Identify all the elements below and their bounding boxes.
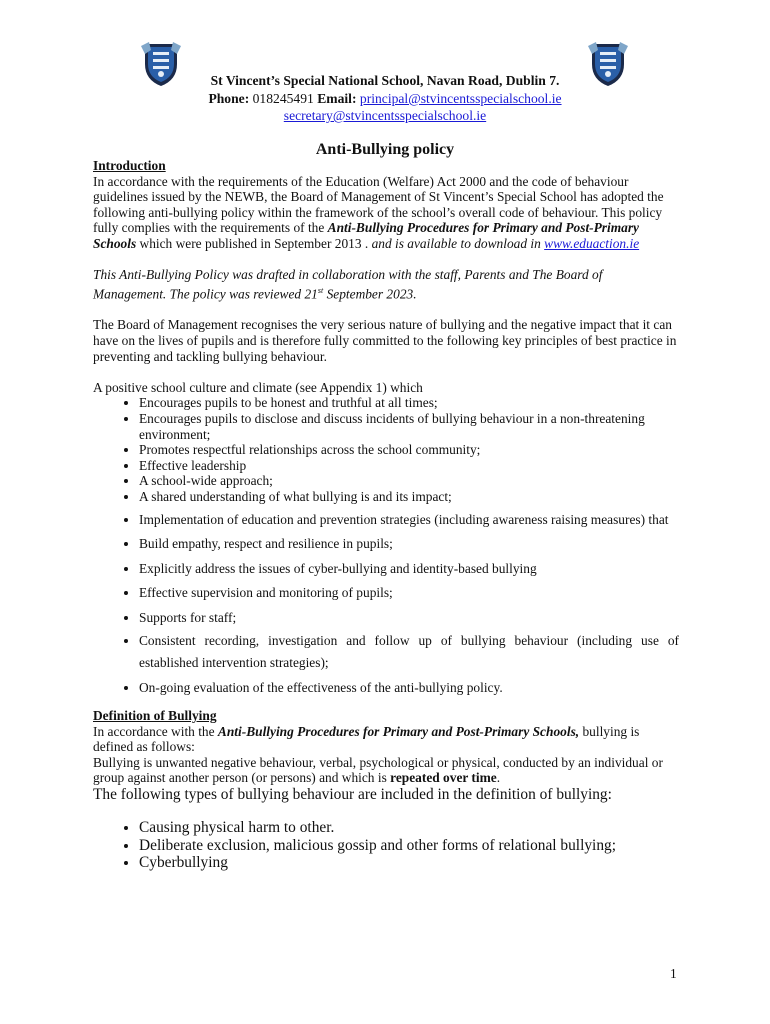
list-item: • Implementation of education and prevention strategies (including awareness raising measures) that — [139, 509, 679, 531]
list-item: • A shared understanding of what bullying is and its impact; — [139, 489, 679, 505]
phone-number: 018245491 — [252, 90, 314, 106]
intro-text-1: In accordance with the requirements of the Education (Welfare) Act 2000 and the code of behaviour guidelines issued by the NEWB, the Board of Management of St Vincent’s Special School has adopted the following anti-bullying policy within the framework of the school’s overall code of behaviour. This policy fully complies with the requirements of the — [93, 173, 664, 236]
intro-procedures-title: Anti-Bullying Procedures for Primary and Post-Primary Schools — [93, 220, 640, 251]
list-item: • Encourages pupils to disclose and discuss incidents of bullying behaviour in a non-threatening environment; — [139, 411, 679, 442]
drafted-sup: st — [317, 285, 324, 295]
definition-emphasis: repeated over time — [390, 770, 497, 786]
intro-download-text: and is available to download in — [371, 235, 545, 251]
list-item: • On-going evaluation of the effectiveness of the anti-bullying policy. — [139, 676, 679, 699]
definition-statement — [93, 755, 679, 786]
letterhead — [0, 72, 770, 125]
list-item: • A school-wide approach; — [139, 473, 679, 489]
types-list — [93, 819, 679, 872]
school-name: St Vincent’s Special National School, Navan Road, Dublin 7. — [210, 73, 560, 88]
culture-list — [93, 395, 679, 504]
definition-text-1: In accordance with the — [93, 723, 218, 739]
board-paragraph: The Board of Management recognises the very serious nature of bullying and the negative impact that it can have on the lives of pupils and is therefore fully committed to the following key principles of best practice in preventing and tackling bullying behaviour. — [93, 317, 677, 364]
list-item: • Effective supervision and monitoring of pupils; — [139, 581, 679, 604]
list-item: • Build empathy, respect and resilience in pupils; — [139, 532, 679, 555]
page-number: 1 — [670, 966, 677, 981]
definition-text-3: Bullying is unwanted negative behaviour, verbal, psychological or physical, conducted by an individual or group against another person (or persons) and which is — [93, 754, 663, 786]
introduction-paragraph — [93, 174, 679, 252]
document-body — [93, 158, 679, 872]
intro-text-2: which were published in September 2013 . — [136, 235, 372, 251]
list-item: • Encourages pupils to be honest and truthful at all times; — [139, 395, 679, 411]
principal-email-link[interactable]: principal@stvincentsspecialschool.ie — [359, 90, 562, 106]
list-item: • Effective leadership — [139, 458, 679, 474]
definition-text-2: bullying is defined as follows: — [93, 723, 640, 755]
definition-text-4: . — [496, 770, 501, 786]
list-item: • Deliberate exclusion, malicious gossip and other forms of relational bullying; — [139, 837, 679, 855]
definition-heading: Definition of Bullying — [93, 708, 217, 724]
list-item: • Supports for staff; — [139, 606, 679, 629]
introduction-heading: Introduction — [93, 158, 166, 173]
document-title: Anti-Bullying policy — [315, 141, 455, 158]
phone-label: Phone: — [208, 90, 250, 106]
types-intro: The following types of bullying behaviour are included in the definition of bullying: — [93, 786, 612, 803]
contact-line — [0, 90, 770, 108]
list-item: • Causing physical harm to other. — [139, 819, 679, 837]
list-item: • Promotes respectful relationships across the school community; — [139, 442, 679, 458]
list-item: • Explicitly address the issues of cyber-bullying and identity-based bullying — [139, 557, 679, 580]
definition-procedures-title: Anti-Bullying Procedures for Primary and Post-Primary Schools, — [217, 723, 580, 739]
drafted-text-2: September 2023. — [323, 286, 417, 302]
principles-list — [93, 509, 679, 699]
secretary-email-link[interactable]: secretary@stvincentsspecialschool.ie — [283, 108, 487, 123]
drafted-text-1: This Anti-Bullying Policy was drafted in collaboration with the staff, Parents and The Board of Management. The policy was reviewed 21 — [93, 267, 603, 302]
list-item: • Cyberbullying — [139, 854, 679, 872]
eduaction-link[interactable]: www.eduaction.ie — [544, 235, 640, 251]
definition-intro — [93, 724, 679, 755]
email-label: Email: — [317, 90, 357, 106]
culture-intro: A positive school culture and climate (see Appendix 1) which — [93, 379, 423, 395]
list-item: • Consistent recording, investigation and follow up of bullying behaviour (including use of established intervention strategies); — [139, 630, 679, 674]
drafted-paragraph — [93, 267, 679, 302]
